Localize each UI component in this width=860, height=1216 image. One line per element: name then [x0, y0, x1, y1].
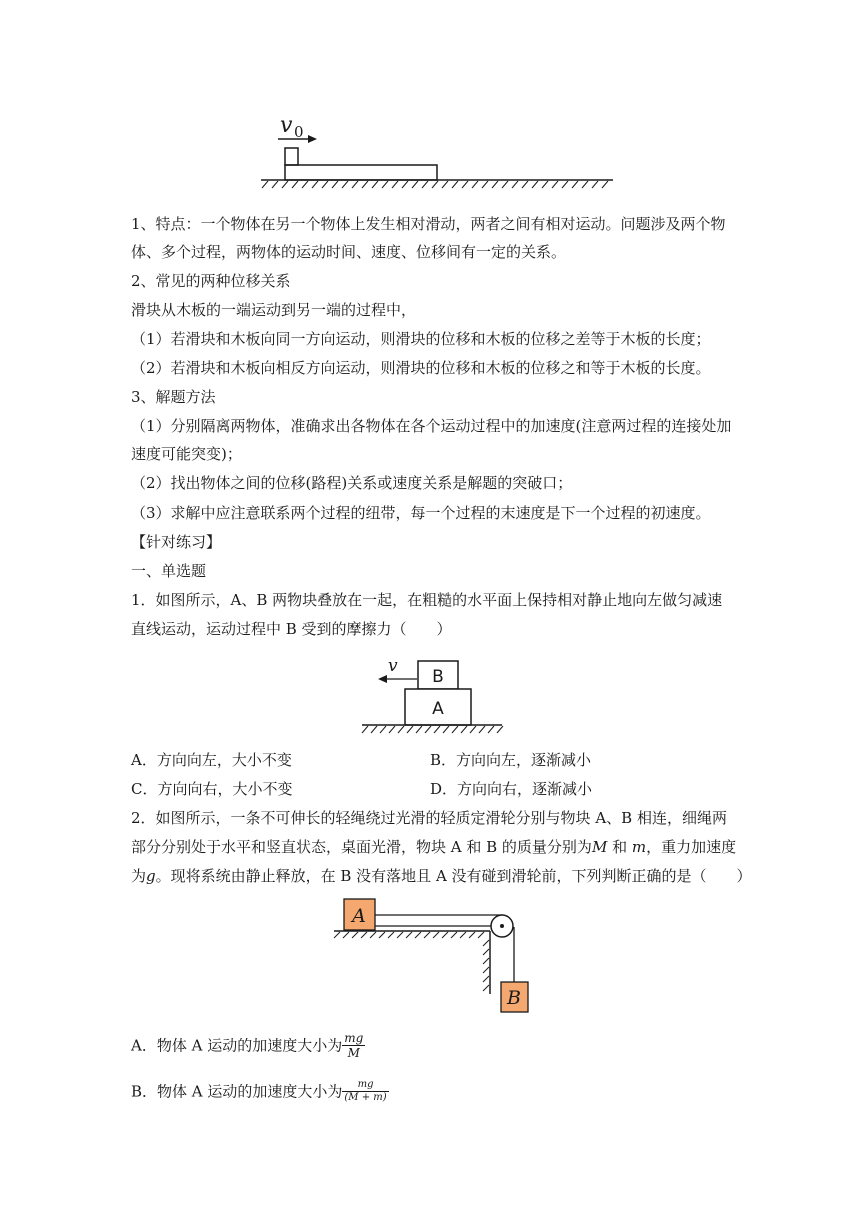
q2-and: 和 — [607, 838, 632, 856]
q1-option-c[interactable]: C．方向向右，大小不变 — [131, 780, 293, 798]
q1-option-d[interactable]: D．方向向右，逐渐减小 — [430, 780, 593, 798]
fraction-mg-over-M-plus-m — [342, 1079, 388, 1104]
q2-stem-line-3 — [131, 866, 752, 886]
mass-M-symbol: M — [591, 838, 608, 856]
q2-stem-3a: 为 — [131, 867, 147, 885]
v0-subscript: 0 — [294, 123, 304, 141]
pulley-figure — [330, 896, 535, 1020]
fraction-numerator: mg — [344, 1031, 364, 1045]
table-hatch — [334, 932, 489, 991]
block-a-label: A — [432, 699, 444, 719]
intro-paragraph-2c: （2）若滑块和木板向相反方向运动，则滑块的位移和木板的位移之和等于木板的长度。 — [131, 359, 711, 377]
intro-paragraph-3a1: （1）分别隔离两物体，准确求出各物体在各个运动过程中的加速度(注意两过程的连接处加 — [131, 417, 732, 435]
q2-stem-line-1: 2．如图所示，一条不可伸长的轻绳绕过光滑的轻质定滑轮分别与物块 A、B 相连，细绳两 — [131, 809, 727, 827]
v0-arrow-head — [308, 135, 317, 143]
intro-heading-3: 3、解题方法 — [131, 388, 216, 406]
q2-option-b-text: B．物体 A 运动的加速度大小为 — [131, 1082, 343, 1101]
q2-stem-line-2 — [131, 837, 736, 857]
pulley-axle — [500, 924, 504, 928]
velocity-arrow-head — [378, 675, 387, 683]
q2-option-b[interactable] — [131, 1079, 389, 1104]
intro-paragraph-2b: （1）若滑块和木板向同一方向运动，则滑块的位移和木板的位移之差等于木板的长度； — [131, 330, 711, 348]
block-b-label: B — [432, 667, 444, 687]
fraction-numerator: mg — [342, 1079, 388, 1092]
long-board — [285, 165, 437, 180]
q1-stem-line-2: 直线运动，运动过程中 B 受到的摩擦力（ ） — [131, 620, 452, 638]
intro-paragraph-3b: （2）找出物体之间的位移(路程)关系或速度关系是解题的突破口； — [131, 474, 573, 492]
slider-block — [285, 148, 298, 165]
section-heading: 一、单选题 — [131, 562, 207, 580]
practice-heading: 【针对练习】 — [131, 533, 222, 551]
stacked-blocks-figure — [358, 652, 508, 744]
ground-hatch — [362, 726, 503, 733]
v0-label: v — [280, 113, 293, 138]
q2-stem-3b: 。现将系统由静止释放，在 B 没有落地且 A 没有碰到滑轮前，下列判断正确的是（ ） — [155, 867, 752, 885]
fraction-denominator: (M + m) — [344, 1092, 387, 1103]
fraction-mg-over-M — [342, 1031, 365, 1060]
q2-option-a-text: A．物体 A 运动的加速度大小为 — [131, 1036, 343, 1055]
q2-stem-2a: 部分分别处于水平和竖直状态，桌面光滑，物块 A 和 B 的质量分别为 — [131, 838, 592, 856]
block-a-label: A — [352, 905, 366, 927]
mass-m-symbol: m — [631, 838, 647, 856]
velocity-label: v — [388, 656, 398, 676]
intro-heading-2: 2、常见的两种位移关系 — [131, 272, 291, 290]
ground-hatch — [262, 181, 608, 188]
q1-option-a[interactable]: A．方向向左，大小不变 — [131, 751, 292, 769]
q1-stem-line-1: 1．如图所示，A、B 两物块叠放在一起，在粗糙的水平面上保持相对静止地向左做匀减速 — [131, 591, 723, 609]
gravity-g-symbol: g — [146, 867, 156, 885]
block-b-label: B — [507, 987, 521, 1009]
q1-option-b[interactable]: B．方向向左，逐渐减小 — [430, 751, 592, 769]
intro-paragraph-3c: （3）求解中应注意联系两个过程的纽带，每一个过程的末速度是下一个过程的初速度。 — [131, 504, 711, 522]
intro-paragraph-1a: 1、特点：一个物体在另一个物体上发生相对滑动，两者之间有相对运动。问题涉及两个物 — [131, 215, 726, 233]
fraction-denominator: M — [347, 1046, 360, 1060]
q2-stem-2b: ，重力加速度 — [646, 838, 737, 856]
intro-paragraph-3a2: 速度可能突变)； — [131, 445, 242, 463]
intro-paragraph-1b: 体、多个过程，两物体的运动时间、速度、位移间有一定的关系。 — [131, 243, 567, 261]
board-block-figure — [258, 104, 618, 190]
q2-option-a[interactable] — [131, 1031, 365, 1060]
intro-paragraph-2a: 滑块从木板的一端运动到另一端的过程中， — [131, 301, 417, 319]
